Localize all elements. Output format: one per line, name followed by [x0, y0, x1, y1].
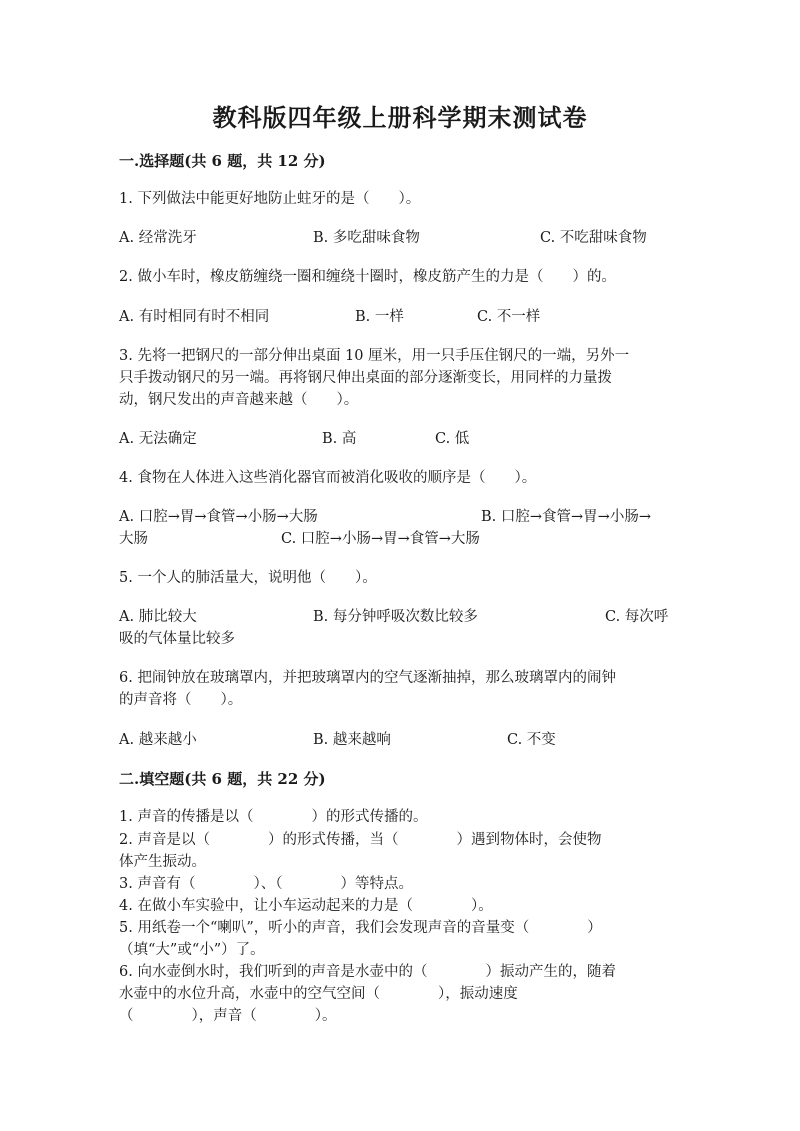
fill-line-10: （ ），声音（ ）。 — [119, 1008, 337, 1024]
q3-stem-line1: 3. 先将一把钢尺的一部分伸出桌面 10 厘米，用一只手压住钢尺的一端，另外一 — [119, 348, 630, 364]
q2-stem: 2. 做小车时，橡皮筋缠绕一圈和缠绕十圈时，橡皮筋产生的力是（ ）的。 — [119, 269, 616, 285]
q4-option-b: B. 口腔→食管→胃→小肠→ — [481, 509, 651, 525]
section-fill-heading: 二.填空题(共 6 题，共 22 分) — [119, 770, 326, 788]
q6-stem-line1: 6. 把闹钟放在玻璃罩内，并把玻璃罩内的空气逐渐抽掉，那么玻璃罩内的闹钟 — [119, 670, 616, 686]
q5-option-b: B. 每分钟呼吸次数比较多 — [313, 609, 478, 625]
fill-line-2: 2. 声音是以（ ）的形式传播，当（ ）遇到物体时，会使物 — [119, 832, 602, 848]
q1-option-c: C. 不吃甜味食物 — [540, 230, 647, 246]
q3-stem-line2: 只手拨动钢尺的另一端。再将钢尺伸出桌面的部分逐渐变长，用同样的力量拨 — [119, 370, 612, 386]
q4-option-c: C. 口腔→小肠→胃→食管→大肠 — [281, 531, 480, 547]
fill-line-7: （填“大”或“小”）了。 — [119, 942, 265, 958]
fill-line-8: 6. 向水壶倒水时，我们听到的声音是水壶中的（ ）振动产生的，随着 — [119, 964, 616, 980]
q1-stem: 1. 下列做法中能更好地防止蛀牙的是（ ）。 — [119, 191, 421, 207]
q6-option-c: C. 不变 — [507, 732, 556, 748]
q6-option-a: A. 越来越小 — [119, 732, 197, 748]
fill-line-3: 体产生振动。 — [119, 854, 206, 870]
q3-option-a: A. 无法确定 — [119, 431, 197, 447]
q5-option-c: C. 每次呼 — [605, 609, 669, 625]
q3-option-c: C. 低 — [435, 431, 470, 447]
page-title: 教科版四年级上册科学期末测试卷 — [212, 103, 588, 132]
q3-option-b: B. 高 — [322, 431, 357, 447]
q2-option-a: A. 有时相同有时不相同 — [119, 309, 270, 325]
q4-option-a: A. 口腔→胃→食管→小肠→大肠 — [119, 509, 318, 525]
fill-line-5: 4. 在做小车实验中，让小车运动起来的力是（ ）。 — [119, 898, 493, 914]
q2-option-c: C. 不一样 — [477, 309, 541, 325]
fill-line-1: 1. 声音的传播是以（ ）的形式传播的。 — [119, 809, 428, 825]
q2-option-b: B. 一样 — [355, 309, 404, 325]
q1-option-a: A. 经常洗牙 — [119, 230, 197, 246]
q5-option-c-continued: 吸的气体量比较多 — [119, 631, 235, 647]
q5-option-a: A. 肺比较大 — [119, 609, 197, 625]
fill-line-6: 5. 用纸卷一个“喇叭”，听小的声音，我们会发现声音的音量变（ ） — [119, 920, 602, 936]
q5-stem: 5. 一个人的肺活量大，说明他（ ）。 — [119, 570, 377, 586]
q3-stem-line3: 动，钢尺发出的声音越来越（ ）。 — [119, 392, 359, 408]
fill-line-4: 3. 声音有（ ）、（ ）等特点。 — [119, 876, 413, 892]
q4-option-b-continued: 大肠 — [119, 531, 148, 547]
section-choice-heading: 一.选择题(共 6 题，共 12 分) — [119, 152, 326, 170]
q4-stem: 4. 食物在人体进入这些消化器官而被消化吸收的顺序是（ ）。 — [119, 470, 537, 486]
fill-line-9: 水壶中的水位升高，水壶中的空气空间（ ），振动速度 — [119, 986, 518, 1002]
q1-option-b: B. 多吃甜味食物 — [313, 230, 420, 246]
q6-stem-line2: 的声音将（ ）。 — [119, 692, 243, 708]
q6-option-b: B. 越来越响 — [313, 732, 391, 748]
